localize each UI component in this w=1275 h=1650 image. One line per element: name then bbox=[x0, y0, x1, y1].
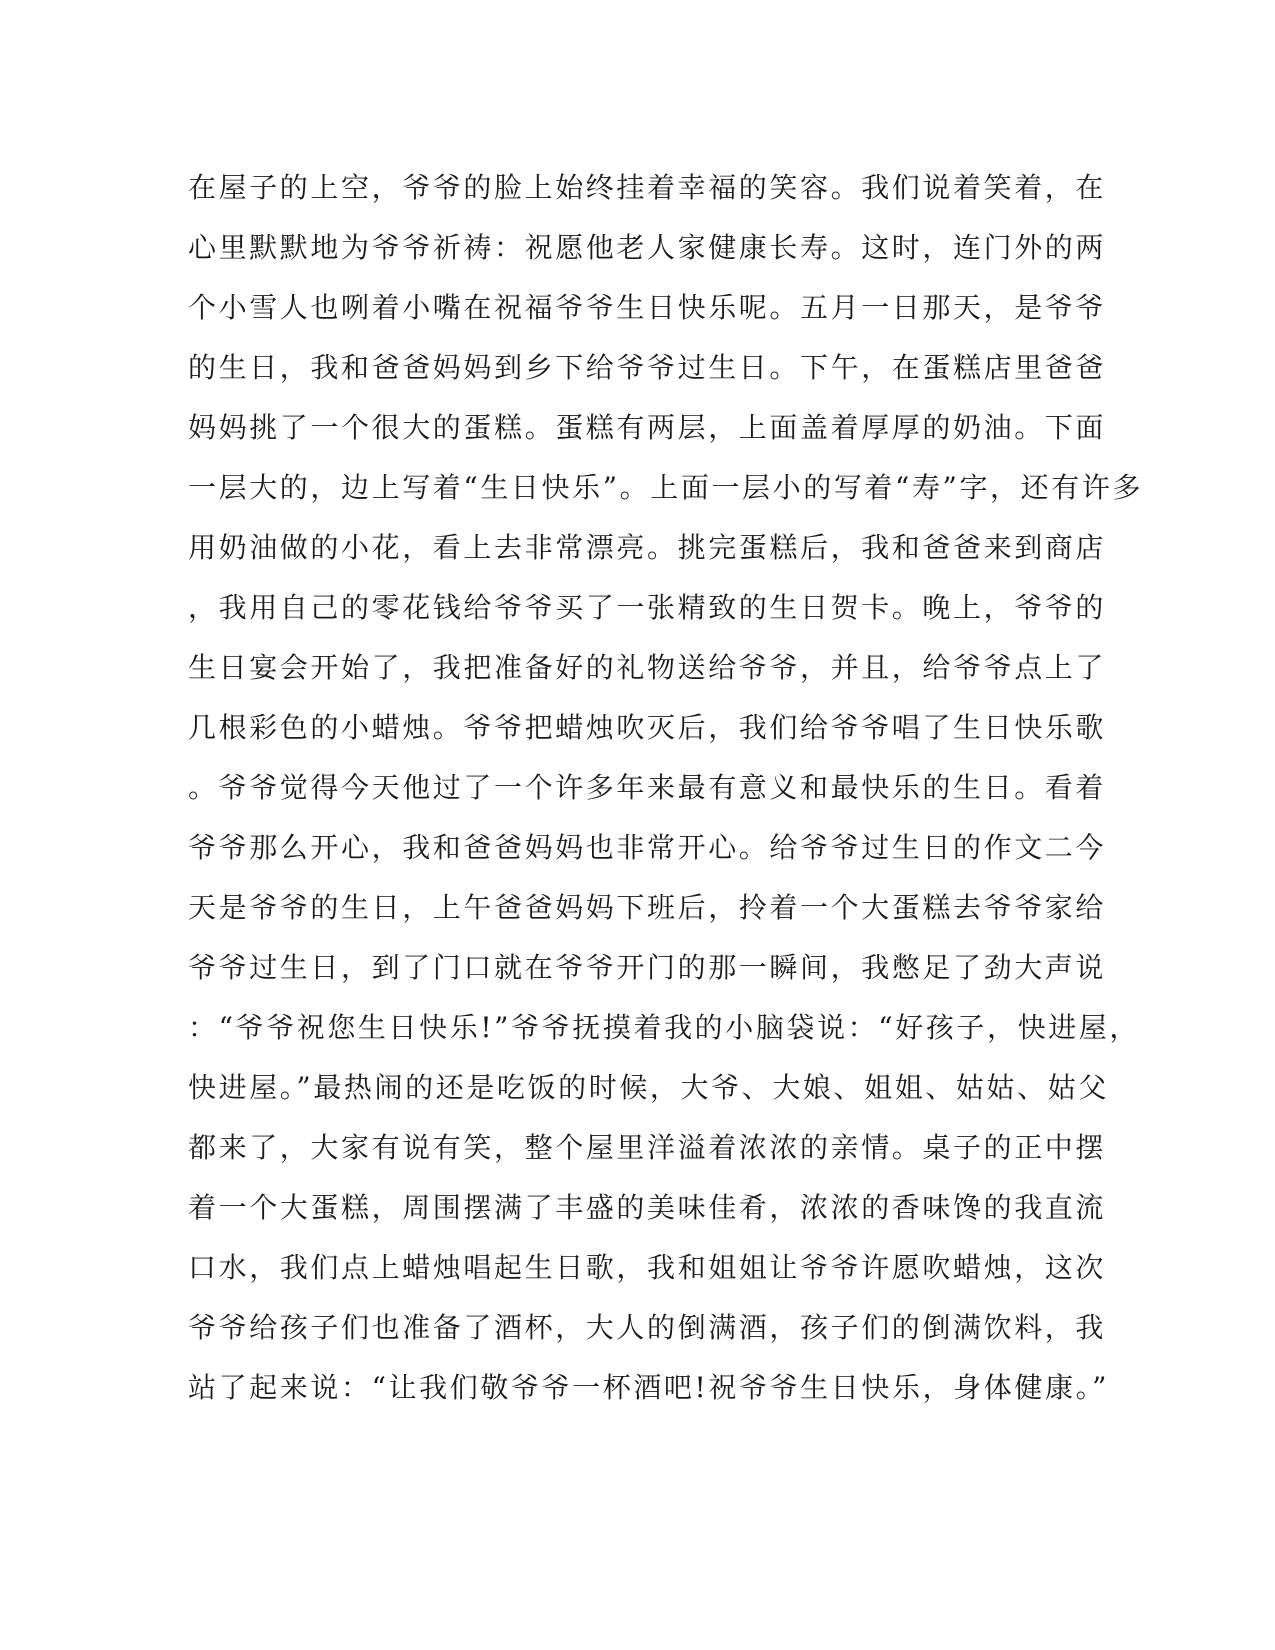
text-line: 心里默默地为爷爷祈祷：祝愿他老人家健康长寿。这时，连门外的两 bbox=[188, 231, 1107, 264]
text-line: 都来了，大家有说有笑，整个屋里洋溢着浓浓的亲情。桌子的正中摆 bbox=[188, 1131, 1107, 1164]
text-line: 爷爷过生日，到了门口就在爷爷开门的那一瞬间，我憋足了劲大声说 bbox=[188, 951, 1107, 984]
text-line: 的生日，我和爸爸妈妈到乡下给爷爷过生日。下午，在蛋糕店里爸爸 bbox=[188, 351, 1107, 384]
text-line: 个小雪人也咧着小嘴在祝福爷爷生日快乐呢。五月一日那天，是爷爷 bbox=[188, 291, 1107, 324]
text-line: 爷爷给孩子们也准备了酒杯，大人的倒满酒，孩子们的倒满饮料，我 bbox=[188, 1311, 1107, 1344]
text-line: 生日宴会开始了，我把准备好的礼物送给爷爷，并且，给爷爷点上了 bbox=[188, 651, 1107, 684]
text-line: 站了起来说：“让我们敬爷爷一杯酒吧!祝爷爷生日快乐，身体健康。” bbox=[188, 1371, 1110, 1404]
essay-text-body bbox=[188, 158, 1144, 1418]
text-line: 一层大的，边上写着“生日快乐”。上面一层小的写着“寿”字，还有许多 bbox=[188, 471, 1144, 504]
text-line: ：“爷爷祝您生日快乐!”爷爷抚摸着我的小脑袋说：“好孩子，快进屋， bbox=[188, 1011, 1140, 1044]
text-line: 着一个大蛋糕，周围摆满了丰盛的美味佳肴，浓浓的香味馋的我直流 bbox=[188, 1191, 1107, 1224]
text-line: 妈妈挑了一个很大的蛋糕。蛋糕有两层，上面盖着厚厚的奶油。下面 bbox=[188, 411, 1107, 444]
text-line: 天是爷爷的生日，上午爸爸妈妈下班后，拎着一个大蛋糕去爷爷家给 bbox=[188, 891, 1107, 924]
text-line: 快进屋。”最热闹的还是吃饭的时候，大爷、大娘、姐姐、姑姑、姑父 bbox=[188, 1071, 1109, 1104]
text-line: 用奶油做的小花，看上去非常漂亮。挑完蛋糕后，我和爸爸来到商店 bbox=[188, 531, 1107, 564]
text-line: 几根彩色的小蜡烛。爷爷把蜡烛吹灭后，我们给爷爷唱了生日快乐歌 bbox=[188, 711, 1107, 744]
text-line: 在屋子的上空，爷爷的脸上始终挂着幸福的笑容。我们说着笑着，在 bbox=[188, 171, 1107, 204]
text-line: 爷爷那么开心，我和爸爸妈妈也非常开心。给爷爷过生日的作文二今 bbox=[188, 831, 1107, 864]
text-line: ，我用自己的零花钱给爷爷买了一张精致的生日贺卡。晚上，爷爷的 bbox=[188, 591, 1107, 624]
text-line: 。爷爷觉得今天他过了一个许多年来最有意义和最快乐的生日。看着 bbox=[188, 771, 1107, 804]
text-line: 口水，我们点上蜡烛唱起生日歌，我和姐姐让爷爷许愿吹蜡烛，这次 bbox=[188, 1251, 1107, 1284]
